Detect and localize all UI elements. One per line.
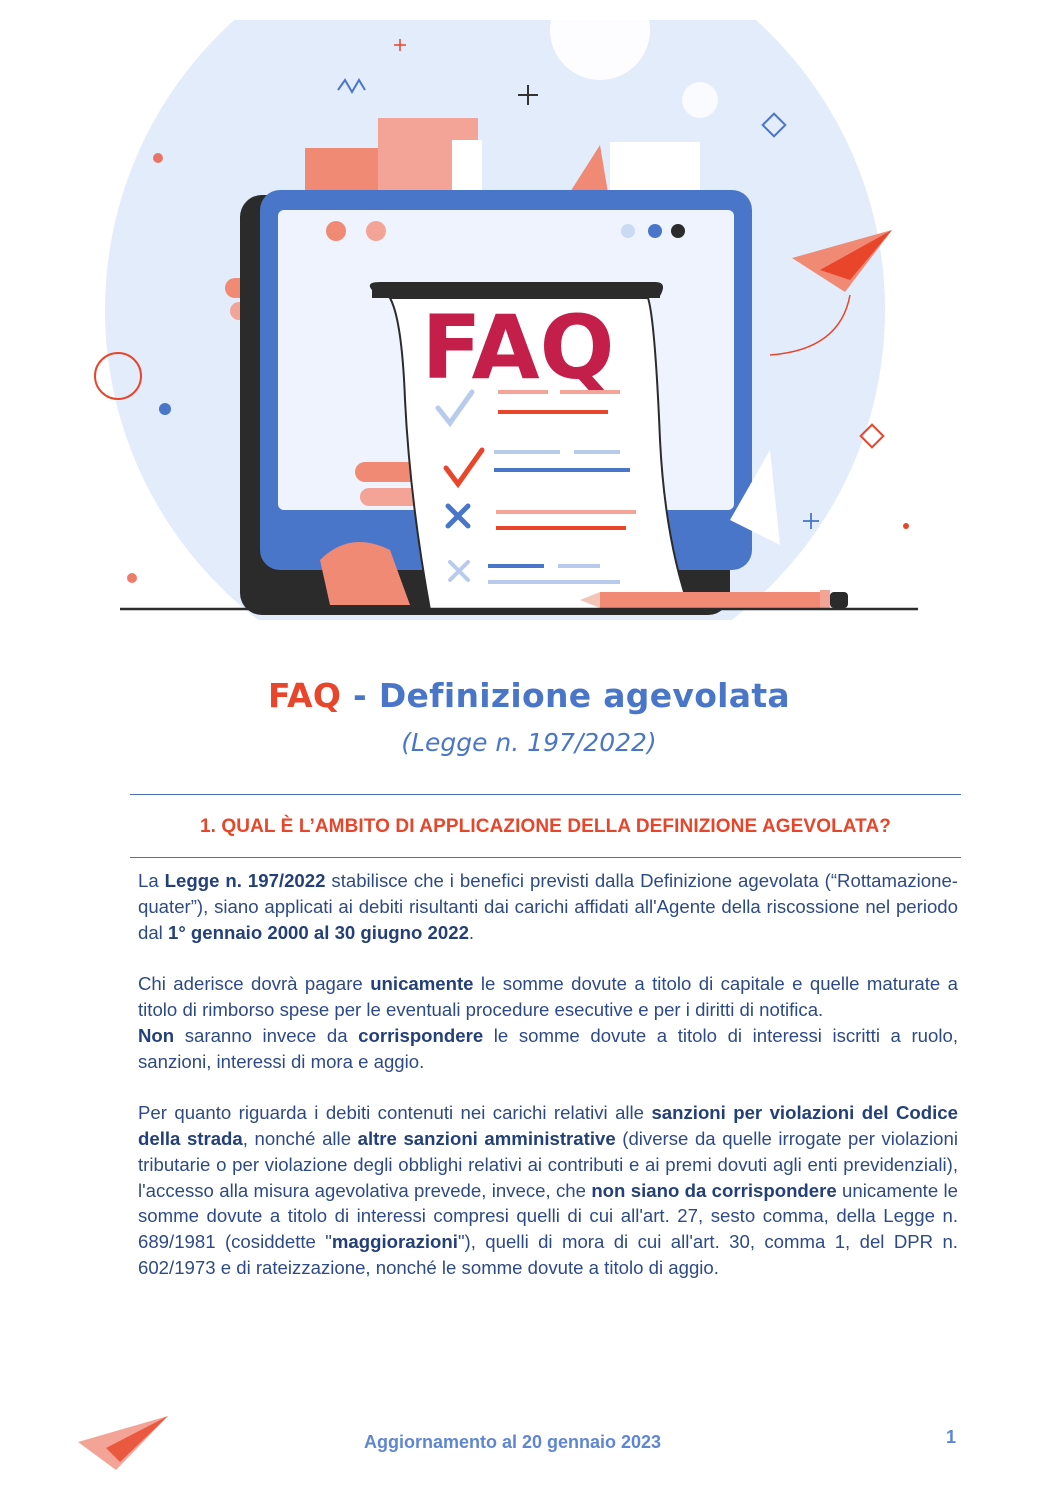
document-title <box>0 676 1058 715</box>
footer-update-date: Aggiornamento al 20 gennaio 2023 <box>363 1432 662 1452</box>
bold-run: sanzioni per violazioni del Codice della strada <box>138 1102 958 1149</box>
paragraph-4 <box>138 1100 958 1281</box>
text-run: (diverse da quelle irrogate per violazioni tributarie o per violazione degli obblighi relativi ai contributi e ai premi dovuti agli enti previdenziali), l'accesso alla misura agevolativa prevede, invece, che <box>138 1127 958 1201</box>
title-main: Definizione agevolata <box>378 676 790 715</box>
text-run: le somme dovute a titolo di capitale e quelle maturate a titolo di rimborso spese per le eventuali procedure esecutive e per i diritti di notifica. <box>138 973 958 1020</box>
answer-body <box>138 868 958 1307</box>
bold-run: unicamente <box>370 973 474 995</box>
dot-icon <box>159 403 171 415</box>
faq-illustration-svg <box>80 20 940 620</box>
text-run: . <box>468 921 475 943</box>
text-run: Chi aderisce dovrà pagare <box>138 973 371 995</box>
paragraph-1 <box>138 868 958 945</box>
pencil-icon <box>580 590 848 610</box>
paragraph-2 <box>138 971 958 1023</box>
question-heading: 1. QUAL È L’AMBITO DI APPLICAZIONE DELLA DEFINIZIONE AGEVOLATA? <box>199 816 892 837</box>
faq-illustration-label: FAQ <box>421 296 615 399</box>
bold-run: altre sanzioni amministrative <box>357 1127 616 1149</box>
text-run: unicamente le somme dovute a titolo di interessi compresi quelli di cui all'art. 27, sesto comma, della Legge n. 689/1981 (cosiddette " <box>138 1179 958 1253</box>
divider-bottom <box>130 857 961 858</box>
bold-run: maggiorazioni <box>331 1231 458 1253</box>
text-run: stabilisce che i benefici previsti dalla Definizione agevolata (“Rottamazione-quater”), siano applicati ai debiti risultanti dai carichi affidati all'Agente della riscossione nel periodo dal <box>138 870 958 943</box>
page-number: 1 <box>946 1427 957 1447</box>
document-subtitle: (Legge n. 197/2022) <box>401 728 657 757</box>
paragraph-3 <box>138 1023 958 1075</box>
divider-top <box>130 794 961 795</box>
text-run: saranno invece da <box>174 1024 359 1046</box>
text-run: Per quanto riguarda i debiti contenuti nei carichi relativi alle <box>138 1102 652 1124</box>
text-run: le somme dovute a titolo di interessi iscritti a ruolo, sanzioni, interessi di mora e aggio. <box>138 1024 958 1072</box>
faq-hero-illustration <box>80 20 940 620</box>
bold-run: corrispondere <box>358 1024 484 1046</box>
text-run: , nonché alle <box>242 1127 358 1149</box>
title-faq: FAQ <box>267 676 342 715</box>
bold-run: Non <box>138 1024 175 1046</box>
bold-run: Legge n. 197/2022 <box>164 870 326 891</box>
bold-run: non siano da corrispondere <box>591 1179 837 1201</box>
text-run: La <box>138 870 165 891</box>
bold-run: 1° gennaio 2000 al 30 giugno 2022 <box>167 921 469 943</box>
title-dash: - <box>341 676 379 715</box>
text-run: "), quelli di mora di cui all'art. 30, comma 1, del DPR n. 602/1973 e di rateizzazione, nonché le somme dovute a titolo di aggio. <box>138 1231 958 1278</box>
